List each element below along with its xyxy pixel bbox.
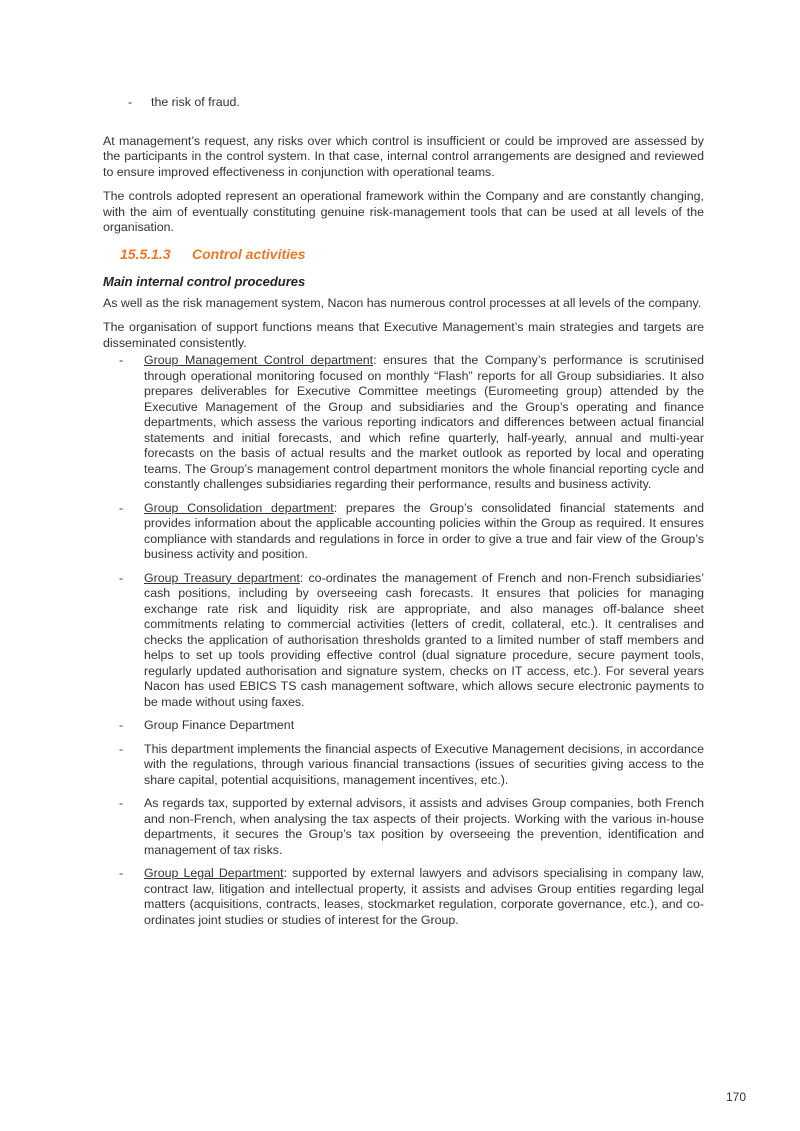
paragraph-controls-adopted: The controls adopted represent an operational framework within the Company and are constantly changing, with the aim of eventually constituting genuine risk-management tools that can be used at all levels of the organisation. [103, 189, 704, 234]
department-name: Group Legal Department [144, 866, 284, 880]
department-name: Group Consolidation department [144, 500, 334, 515]
department-description: : prepares the Group’s consolidated financial statements and provides information about the applicable accounting policies within the Group as required. It ensures compliance with standards and regulations in force in order to give a true and fair view of the Group’s business activity and position. [144, 500, 704, 561]
paragraph-management-request: At management’s request, any risks over which control is insufficient or could be improved are assessed by the participants in the control system. In that case, internal control arrangements are designed and reviewed to ensure improved effectiveness in conjunction with operational teams. [103, 133, 704, 179]
department-description: Group Finance Department [144, 718, 295, 732]
department-list [103, 353, 704, 928]
intro-bullet-text: the risk of fraud. [151, 95, 240, 109]
paragraph-support-functions: The organisation of support functions means that Executive Management’s main strategies and targets are disseminated consistently. [103, 320, 704, 350]
page-content [103, 95, 704, 928]
department-name: Group Management Control department [144, 353, 374, 367]
bullet-dash: - [119, 500, 124, 515]
list-item-tax [103, 796, 704, 858]
bullet-dash: - [119, 866, 124, 880]
bullet-dash: - [119, 353, 124, 367]
department-name: Group Treasury department [144, 570, 300, 585]
list-item-finance-implementation [103, 742, 704, 789]
section-heading [103, 245, 704, 263]
section-title: Control activities [192, 245, 306, 262]
bullet-dash: - [119, 718, 124, 732]
bullet-dash: - [119, 796, 124, 810]
department-description: : co-ordinates the management of French and non-French subsidiaries’ cash positions, including by overseeing cash forecasts. It ensures that policies for managing exchange rate risk and liquidity risk are appropriate, and also manages off-balance sheet commitments relating to commercial activities (letters of credit, collateral, etc.). It centralises and checks the application of authorisation thresholds granted to a limited number of staff members and helps to set up tools providing effective control (dual signature procedure, secure payment tools, regularly updated authorisation and signature system, checks on IT access, etc.). For several years Nacon has used EBICS TS cash management software, which allows secure electronic payments to be made without using faxes. [144, 570, 704, 709]
list-item-consolidation [103, 501, 704, 563]
department-description: This department implements the financial aspects of Executive Management decisions, in accordance with the regulations, through various financial transactions (issues of securities giving access to the share capital, potential acquisitions, management incentives, etc.). [144, 741, 704, 787]
list-item-management-control [103, 353, 704, 493]
section-number: 15.5.1.3 [120, 245, 171, 262]
subheading-main-procedures: Main internal control procedures [103, 273, 306, 289]
bullet-dash: - [119, 741, 124, 756]
department-description: : supported by external lawyers and advisors specialising in company law, contract law, litigation and intellectual property, it assists and advises Group entities regarding legal matters (acquisitions, contracts, leases, stockmarket regulation, corporate governance, etc.), and co-ordinates joint studies or studies of interest for the Group. [144, 866, 704, 927]
department-description: : ensures that the Company’s performance is scrutinised through operational monitoring focused on monthly “Flash” reports for all Group subsidiaries. It also prepares deliverables for Executive Committee meetings (Euromeeting group) attended by the Executive Management of the Group and subsidiaries and the Group’s operating and finance departments, which assess the various reporting indicators and differences between actual financial statements and initial forecasts, and which refine quarterly, half-yearly, annual and multi-year forecasts on the basis of actual results and the market outlook as reported by local and operating teams. The Group’s management control department monitors the whole financial reporting cycle and constantly challenges subsidiaries regarding their performance, results and business activity. [144, 353, 705, 491]
intro-bullet-item [128, 95, 704, 111]
list-item-legal [103, 866, 704, 928]
department-description: As regards tax, supported by external advisors, it assists and advises Group companies, both French and non-French, when analysing the tax aspects of their projects. Working with the various in-house departments, it secures the Group’s tax position by overseeing the prevention, identification and management of tax risks. [144, 796, 704, 857]
bullet-dash: - [128, 95, 133, 109]
page-number: 170 [725, 1090, 746, 1104]
list-item-treasury [103, 571, 704, 711]
list-item-finance-department [103, 718, 704, 734]
paragraph-risk-management: As well as the risk management system, Nacon has numerous control processes at all levels of the company. [103, 295, 702, 310]
bullet-dash: - [119, 570, 124, 585]
